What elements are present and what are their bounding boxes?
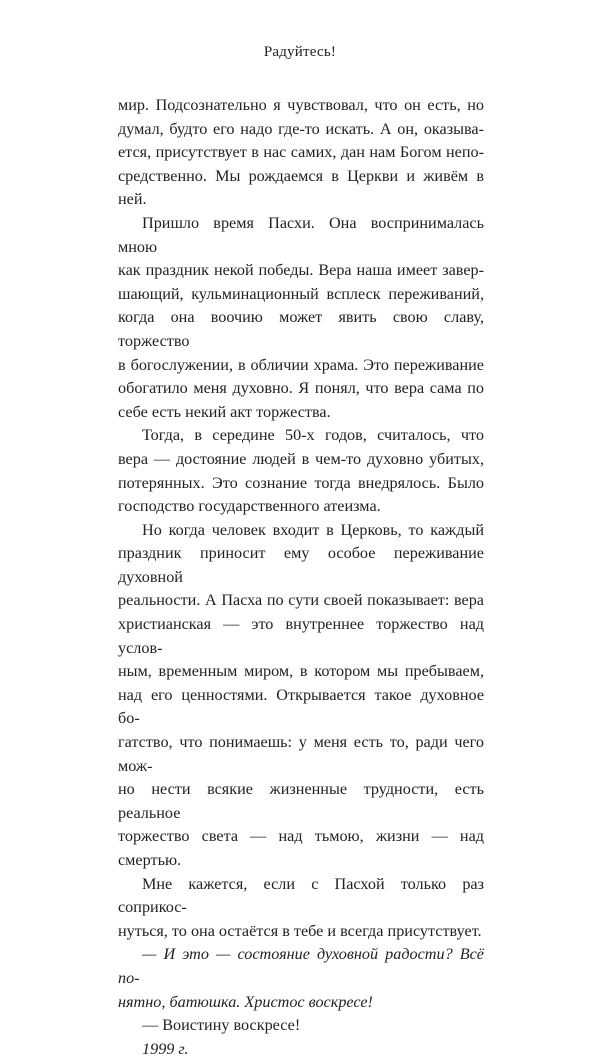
paragraph-7-line: — Воистину воскресе! bbox=[142, 1016, 301, 1035]
paragraph-1-line: мир. Подсознательно я чувствовал, что он есть, но bbox=[118, 96, 484, 114]
paragraph-4-line: над его ценностями. Открывается такое духовное бо- bbox=[118, 685, 484, 728]
paragraph-3-line: Тогда, в середине 50-х годов, считалось, что bbox=[142, 426, 484, 445]
paragraph-4-line: но нести всякие жизненные трудности, есть реальное bbox=[118, 780, 484, 822]
paragraph-1-line: ется, присутствует в нас самих, дан нам Богом непо- bbox=[118, 143, 484, 162]
paragraph-5-line: Мне кажется, если с Пасхой только раз соприкос- bbox=[118, 874, 484, 917]
paragraph-2-line: обогатило меня духовно. Я понял, что вера сама по bbox=[118, 379, 484, 398]
paragraph-1-line: средственно. Мы рождаемся в Церкви и живём в ней. bbox=[118, 166, 484, 209]
paragraph-3-line: господство государственного атеизма. bbox=[118, 497, 381, 516]
paragraph-8-line: 1999 г. bbox=[142, 1039, 189, 1058]
paragraph-2-line: шающий, кульминационный всплеск переживаний, bbox=[118, 284, 484, 303]
body-text bbox=[118, 94, 484, 1061]
paragraph-3-line: потерянных. Это сознание тогда внедрялось. Было bbox=[118, 473, 484, 492]
paragraph-2-line: как праздник некой победы. Вера наша имеет завер- bbox=[118, 261, 484, 280]
paragraph-4-line: ным, временным миром, в котором мы пребываем, bbox=[118, 662, 484, 681]
paragraph-4-line: реальности. А Пасха по сути своей показывает: вера bbox=[118, 591, 484, 610]
paragraph-2-line: когда она воочию может явить свою славу, торжество bbox=[118, 308, 484, 350]
paragraph-6-line: — И это — состояние духовной радости? Всё по- bbox=[118, 945, 484, 987]
paragraph-4-line: Но когда человек входит в Церковь, то каждый bbox=[142, 520, 484, 539]
paragraph-2-line: в богослужении, в обличии храма. Это переживание bbox=[118, 355, 484, 374]
paragraph-4-line: торжество света — над тьмою, жизни — над смертью. bbox=[118, 827, 484, 869]
paragraph-3-line: вера — достояние людей в чем-то духовно убитых, bbox=[118, 449, 484, 468]
paragraph-2-line: Пришло время Пасхи. Она воспринималась мною bbox=[118, 213, 484, 256]
paragraph-5-line: нуться, то она остаётся в тебе и всегда присутствует. bbox=[118, 921, 482, 940]
paragraph-4-line: гатство, что понимаешь: у меня есть то, ради чего мож- bbox=[118, 733, 484, 775]
paragraph-4-line: христианская — это внутреннее торжество над услов- bbox=[118, 615, 484, 657]
paragraph-2-line: себе есть некий акт торжества. bbox=[118, 402, 331, 421]
running-head: Радуйтесь! bbox=[263, 44, 337, 60]
paragraph-1-line: думал, будто его надо где-то искать. А он, оказыва- bbox=[118, 119, 484, 138]
paragraph-6-line: нятно, батюшка. Христос воскресе! bbox=[118, 992, 373, 1011]
paragraph-4-line: праздник приносит ему особое переживание духовной bbox=[118, 544, 484, 586]
